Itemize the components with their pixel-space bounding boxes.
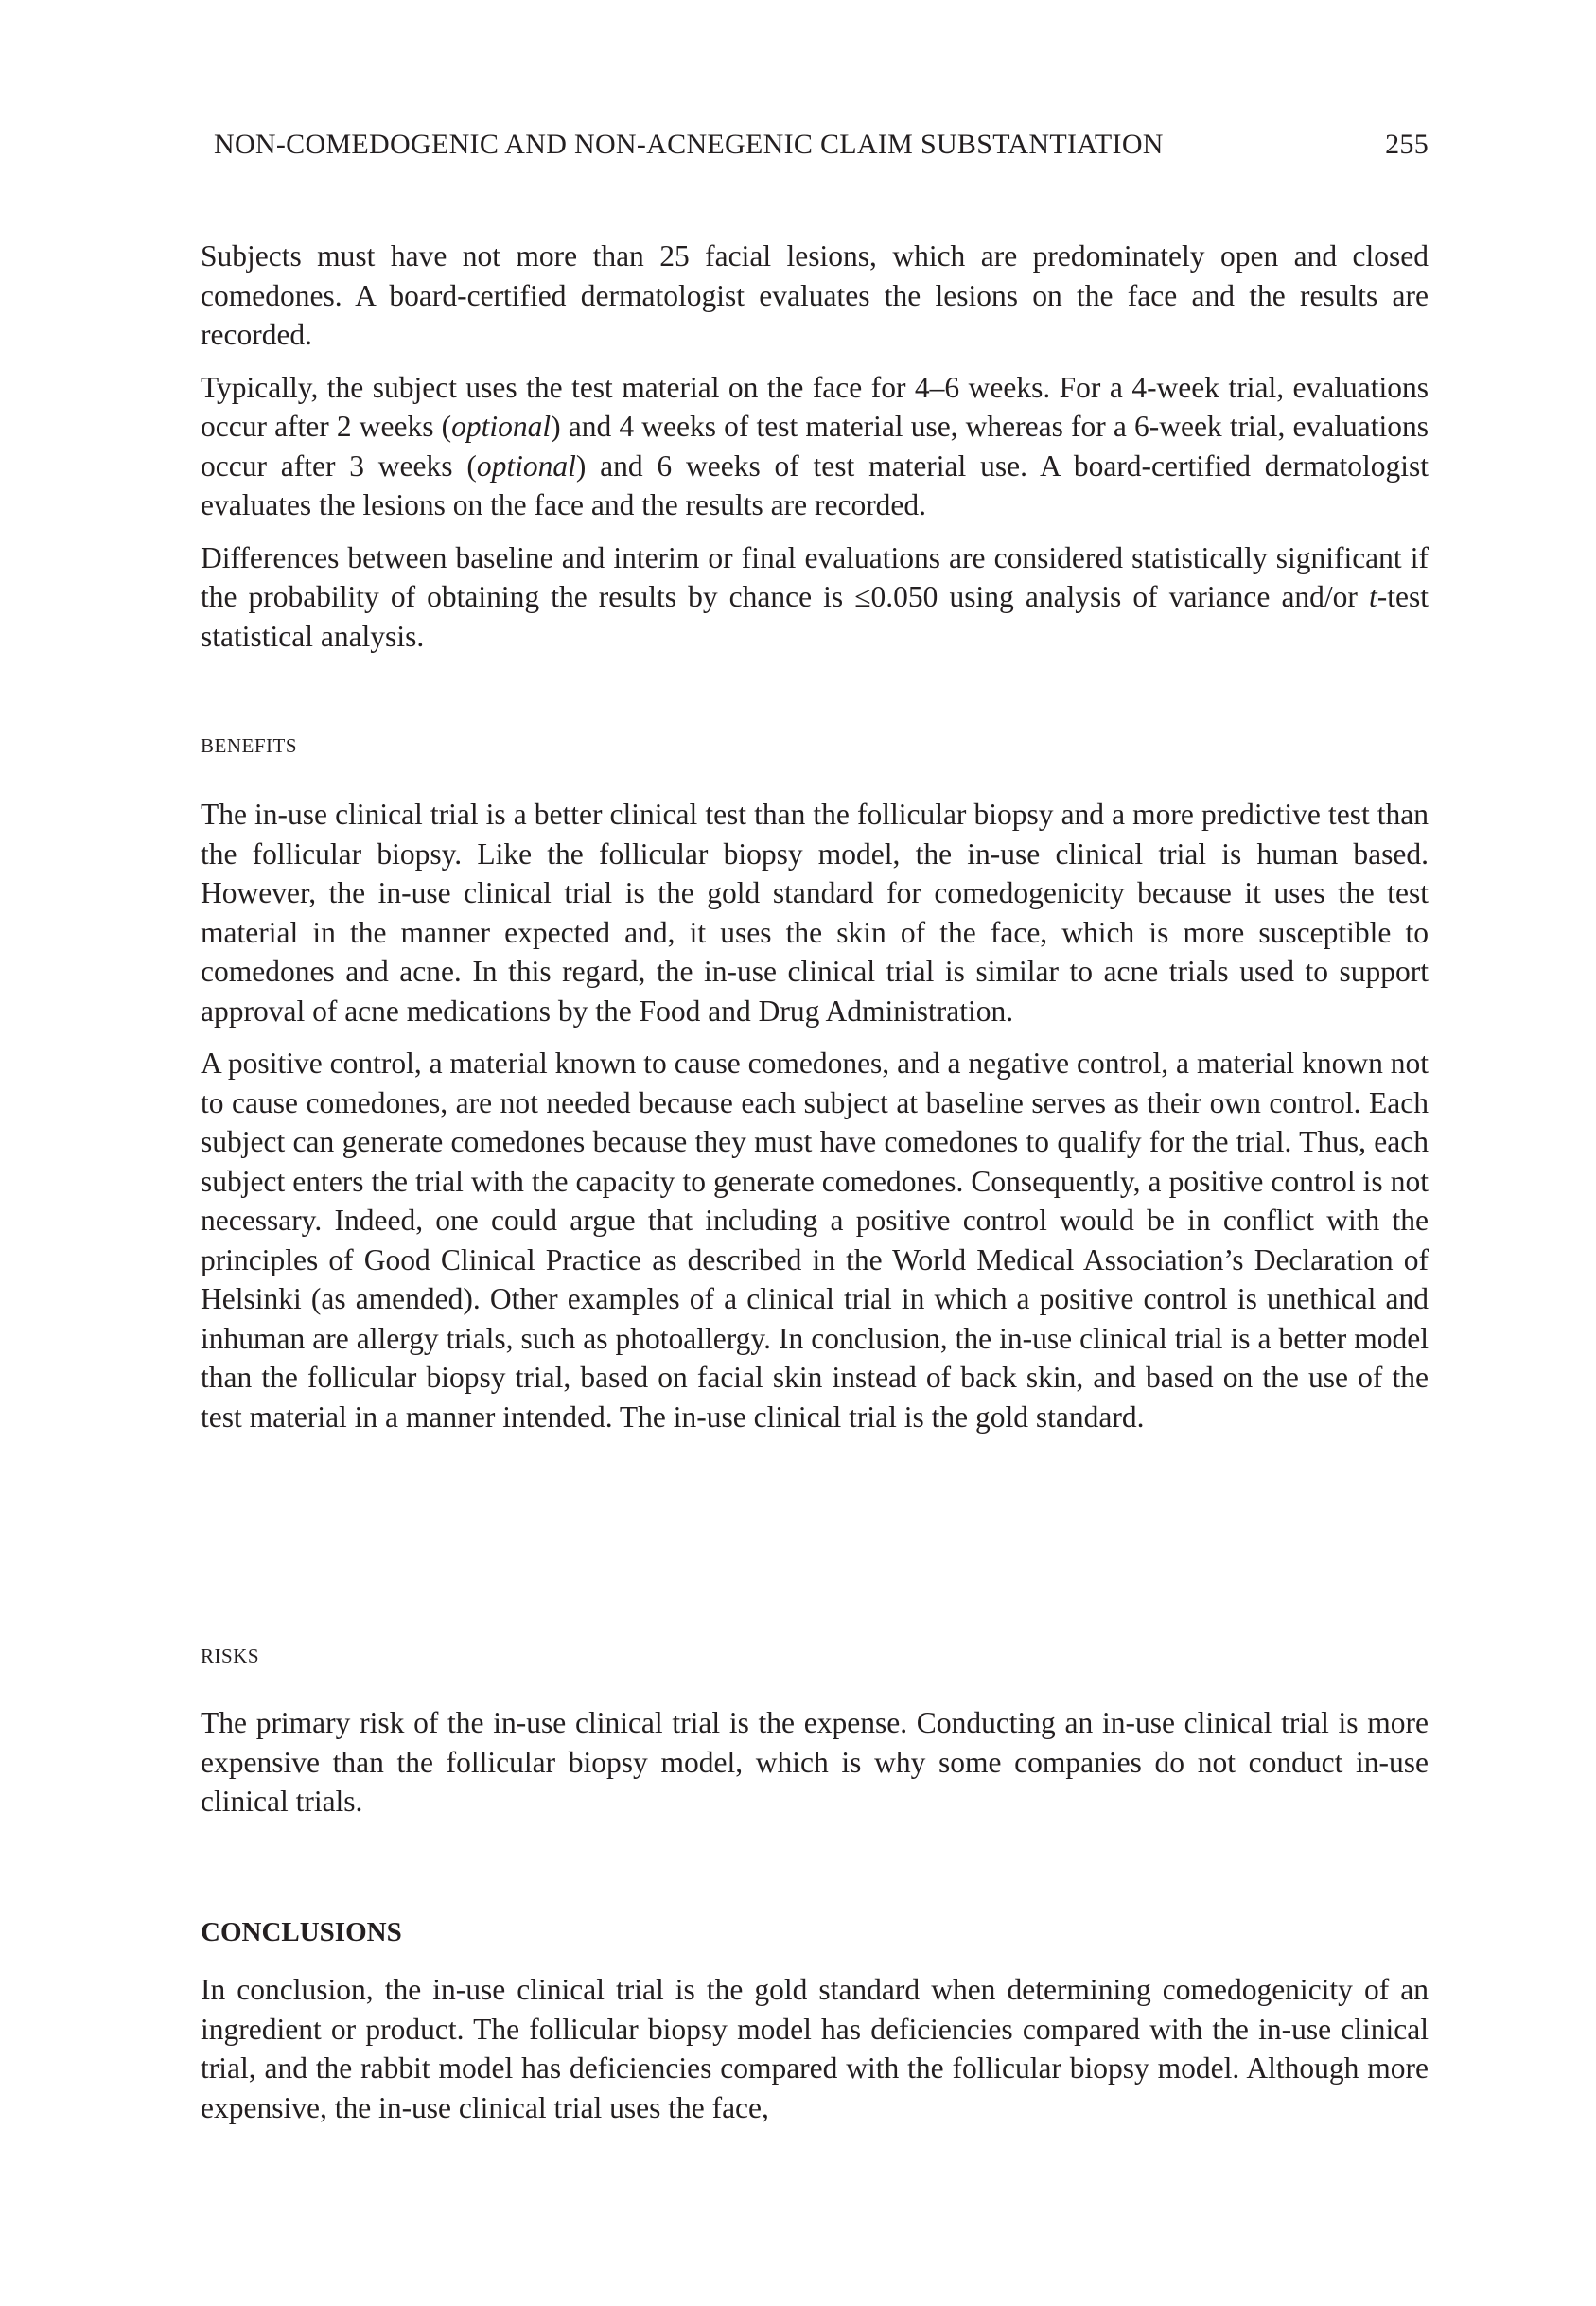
paragraph: The primary risk of the in-use clinical trial is the expense. Conducting an in-use clinical trial is more expensive than the follicular biopsy model, which is why some companies do not conduct in-use clinical trials. xyxy=(201,1706,1429,1818)
text: Differences between baseline and interim or final evaluations are considered statistically significant if the probability of obtaining the results by chance is ≤0.050 using analysis of variance and/or xyxy=(201,540,1429,613)
text: ) and 4 weeks of test material use, whereas for a 6-week trial, evaluations occur after 3 weeks ( xyxy=(201,410,1429,483)
intro-section xyxy=(201,237,1429,669)
text: Typically, the subject uses the test material on the face for 4–6 weeks. For a 4-week trial, evaluations occur after 2 weeks ( xyxy=(201,370,1429,443)
text: -test statistical analysis. xyxy=(201,580,1429,653)
italic-text: optional xyxy=(476,449,576,483)
paragraph xyxy=(201,368,1429,525)
text: ) and 6 weeks of test material use. A board-certified dermatologist evaluates the lesions on the face and the results are recorded. xyxy=(201,449,1429,521)
running-title: NON-COMEDOGENIC AND NON-ACNEGENIC CLAIM SUBSTANTIATION xyxy=(214,129,1164,160)
heading-conclusions: CONCLUSIONS xyxy=(201,1917,402,1947)
risks-section xyxy=(201,1703,1429,1835)
running-header xyxy=(214,129,1429,161)
benefits-section xyxy=(201,795,1429,1450)
italic-text: optional xyxy=(451,410,552,443)
paragraph: In conclusion, the in-use clinical trial is the gold standard when determining comedogenicity of an ingredient or product. The follicular biopsy model has deficiencies compared with the in-use clinical trial, and the rabbit model has deficiencies compared with the follicular biopsy model. Although more expensive, the in-use clinical trial uses the face, xyxy=(201,1973,1429,2124)
conclusions-section xyxy=(201,1970,1429,2140)
subheading-risks: RISKS xyxy=(201,1645,260,1667)
paragraph: Subjects must have not more than 25 facial lesions, which are predominately open and closed comedones. A board-certified dermatologist evaluates the lesions on the face and the results are recorded. xyxy=(201,239,1429,351)
subheading-benefits: BENEFITS xyxy=(201,734,298,757)
paragraph xyxy=(201,538,1429,657)
page-number: 255 xyxy=(1385,129,1429,160)
italic-text: t xyxy=(1369,580,1377,613)
paragraph: The in-use clinical trial is a better clinical test than the follicular biopsy and a more predictive test than the follicular biopsy. Like the follicular biopsy model, the in-use clinical trial is human based. However, the in-use clinical trial is the gold standard for comedogenicity because it uses the test material in the manner expected and, it uses the skin of the face, which is more susceptible to comedones and acne. In this regard, the in-use clinical trial is similar to acne trials used to support approval of acne medications by the Food and Drug Administration. xyxy=(201,798,1429,1028)
paragraph: A positive control, a material known to cause comedones, and a negative control, a material known not to cause comedones, are not needed because each subject at baseline serves as their own control. Each subject can generate comedones because they must have comedones to qualify for the trial. Thus, each subject enters the trial with the capacity to generate comedones. Consequently, a positive control is not necessary. Indeed, one could argue that including a positive control would be in conflict with the principles of Good Clinical Practice as described in the World Medical Association’s Declaration of Helsinki (as amended). Other examples of a clinical trial in which a positive control is unethical and inhuman are allergy trials, such as photoallergy. In conclusion, the in-use clinical trial is a better model than the follicular biopsy trial, based on facial skin instead of back skin, and based on the use of the test material in a manner intended. The in-use clinical trial is the gold standard. xyxy=(201,1047,1429,1434)
